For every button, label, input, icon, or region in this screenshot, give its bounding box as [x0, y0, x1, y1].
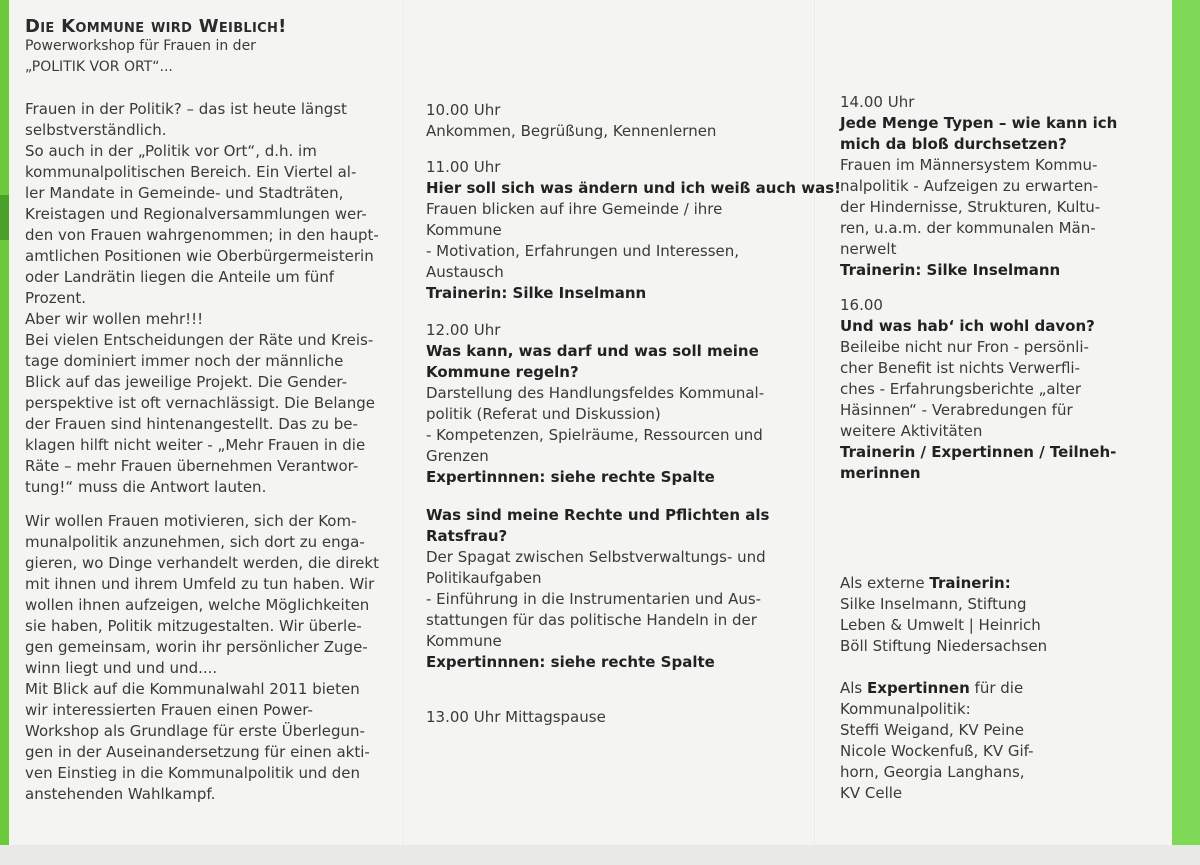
page-subtitle: Powerworkshop für Frauen in der: [25, 38, 256, 54]
text-line: Bei vielen Entscheidungen der Räte und Kreis-: [25, 331, 374, 349]
text-line: gen in der Auseinandersetzung für einen akti-: [25, 743, 370, 761]
intro-column: [25, 16, 287, 79]
experts-label: Als Expertinnen für die: [840, 679, 1024, 697]
text-line: Frauen im Männersystem Kommu-: [840, 156, 1098, 174]
session-description: [426, 383, 841, 467]
text-line: Steffi Weigand, KV Peine: [840, 721, 1025, 739]
session-heading: Kommune regeln?: [426, 363, 579, 381]
text-line: gieren, wo Dinge verhandelt werden, die direkt: [25, 554, 379, 572]
text-line: amtlichen Positionen wie Oberbürgermeisterin: [25, 247, 374, 265]
text-line: Frauen blicken auf ihre Gemeinde / ihre: [426, 200, 723, 218]
session-trainer: merinnen: [840, 464, 921, 482]
text-line: ler Mandate in Gemeinde- und Stadträten,: [25, 184, 344, 202]
session-experts: Expertinnnen: siehe rechte Spalte: [426, 468, 715, 486]
session-heading: Und was hab‘ ich wohl davon?: [840, 317, 1095, 335]
session-trainer: Trainerin: Silke Inselmann: [426, 284, 647, 302]
text-line: Prozent.: [25, 289, 87, 307]
text-line: Austausch: [426, 263, 504, 281]
session-time: 10.00 Uhr: [426, 101, 501, 119]
text-line: Frauen in der Politik? – das ist heute längst: [25, 100, 347, 118]
session-heading: mich da bloß durchsetzen?: [840, 135, 1067, 153]
external-trainer-details: [840, 594, 1047, 657]
text-line: der Hindernisse, Strukturen, Kultu-: [840, 198, 1101, 216]
session-description: [426, 547, 841, 652]
text-line: Böll Stiftung Niedersachsen: [840, 637, 1048, 655]
text-line: der Frauen sind hintenangestellt. Das zu be-: [25, 415, 358, 433]
text-line: Mit Blick auf die Kommunalwahl 2011 bieten: [25, 680, 360, 698]
session-heading: Jede Menge Typen – wie kann ich: [840, 114, 1118, 132]
text-line: weitere Aktivitäten: [840, 422, 983, 440]
text-line: gen gemeinsam, worin ihr persönlicher Zuge-: [25, 638, 368, 656]
text-line: cher Benefit ist nichts Verwerfli-: [840, 359, 1080, 377]
program-column-1: [426, 100, 841, 728]
left-green-edge-mark: [0, 195, 9, 240]
text-line: Nicole Wockenfuß, KV Gif-: [840, 742, 1034, 760]
text-line: politik (Referat und Diskussion): [426, 405, 661, 423]
lunch-break: 13.00 Uhr Mittagspause: [426, 708, 606, 726]
text-line: Politikaufgaben: [426, 569, 542, 587]
text-line: anstehenden Wahlkampf.: [25, 785, 216, 803]
text-line: kommunalpolitischen Bereich. Ein Viertel al-: [25, 163, 357, 181]
text-line: tung!“ muss die Antwort lauten.: [25, 478, 267, 496]
text-line: stattungen für das politische Handeln in der: [426, 611, 757, 629]
left-green-edge: [0, 0, 9, 855]
trainer-info: [840, 573, 1047, 804]
text-line: Darstellung des Handlungsfeldes Kommunal-: [426, 384, 765, 402]
text-line: winn liegt und und und....: [25, 659, 218, 677]
text-line: klagen hilft nicht weiter - „Mehr Frauen in die: [25, 436, 366, 454]
page-subtitle: „POLITIK VOR ORT“...: [25, 59, 173, 75]
text-line: sie haben, Politik mitzugestalten. Wir überle-: [25, 617, 362, 635]
intro-text: [25, 99, 379, 805]
session-description: [426, 199, 841, 283]
session-time: 12.00 Uhr: [426, 321, 501, 339]
session-text: Ankommen, Begrüßung, Kennenlernen: [426, 122, 717, 140]
external-trainer-label: Als externe Trainerin:: [840, 574, 1011, 592]
text-line: wollen ihnen aufzeigen, welche Möglichkeiten: [25, 596, 370, 614]
text-line: ven Einstieg in die Kommunalpolitik und den: [25, 764, 361, 782]
text-line: Häsinnen“ - Verabredungen für: [840, 401, 1073, 419]
session-trainer: Trainerin / Expertinnen / Teilneh-: [840, 443, 1117, 461]
text-line: Beileibe nicht nur Fron - persönli-: [840, 338, 1089, 356]
bottom-edge: [0, 845, 1200, 865]
text-line: selbstverständlich.: [25, 121, 167, 139]
text-line: wir interessierten Frauen einen Power-: [25, 701, 313, 719]
text-line: Workshop als Grundlage für erste Überlegun-: [25, 722, 365, 740]
text-line: Grenzen: [426, 447, 489, 465]
session-heading: Was sind meine Rechte und Pflichten als: [426, 506, 770, 524]
session-description: [840, 337, 1117, 442]
text-line: nalpolitik - Aufzeigen zu erwarten-: [840, 177, 1099, 195]
session-heading: Was kann, was darf und was soll meine: [426, 342, 759, 360]
text-line: Silke Inselmann, Stiftung: [840, 595, 1027, 613]
session-time: 14.00 Uhr: [840, 93, 915, 111]
session-heading: Hier soll sich was ändern und ich weiß auch was!: [426, 179, 842, 197]
text-line: Der Spagat zwischen Selbstverwaltungs- und: [426, 548, 766, 566]
text-line: KV Celle: [840, 784, 903, 802]
experts-details: [840, 699, 1047, 804]
text-line: perspektive ist oft vernachlässigt. Die Belange: [25, 394, 375, 412]
text-line: Leben & Umwelt | Heinrich: [840, 616, 1041, 634]
session-time: 11.00 Uhr: [426, 158, 501, 176]
intro-paragraph: [25, 511, 379, 805]
text-line: Wir wollen Frauen motivieren, sich der Kom-: [25, 512, 357, 530]
text-line: munalpolitik anzunehmen, sich dort zu enga-: [25, 533, 365, 551]
session-description: [840, 155, 1117, 260]
session-time: 16.00: [840, 296, 883, 314]
text-line: Kommunalpolitik:: [840, 700, 971, 718]
page-title: Die Kommune wird Weiblich!: [25, 16, 287, 37]
session-heading: Ratsfrau?: [426, 527, 508, 545]
text-line: - Kompetenzen, Spielräume, Ressourcen und: [426, 426, 763, 444]
text-line: horn, Georgia Langhans,: [840, 763, 1025, 781]
text-line: Kreistagen und Regionalversammlungen wer-: [25, 205, 367, 223]
text-line: - Motivation, Erfahrungen und Interessen,: [426, 242, 740, 260]
session-experts: Expertinnnen: siehe rechte Spalte: [426, 653, 715, 671]
text-line: So auch in der „Politik vor Ort“, d.h. im: [25, 142, 317, 160]
text-line: Räte – mehr Frauen übernehmen Verantwor-: [25, 457, 359, 475]
text-line: oder Landrätin liegen die Anteile um fünf: [25, 268, 335, 286]
intro-paragraph: [25, 99, 379, 498]
text-line: - Einführung in die Instrumentarien und Aus-: [426, 590, 762, 608]
text-line: Aber wir wollen mehr!!!: [25, 310, 204, 328]
text-line: nerwelt: [840, 240, 897, 258]
text-line: ches - Erfahrungsberichte „alter: [840, 380, 1082, 398]
text-line: ren, u.a.m. der kommunalen Män-: [840, 219, 1096, 237]
text-line: den von Frauen wahrgenommen; in den haupt-: [25, 226, 379, 244]
right-green-edge: [1172, 0, 1200, 855]
session-trainer: Trainerin: Silke Inselmann: [840, 261, 1061, 279]
text-line: Kommune: [426, 632, 502, 650]
fold-line: [403, 0, 405, 845]
program-column-2: [840, 92, 1117, 484]
text-line: Kommune: [426, 221, 502, 239]
text-line: tage dominiert immer noch der männliche: [25, 352, 344, 370]
text-line: Blick auf das jeweilige Projekt. Die Gender-: [25, 373, 348, 391]
text-line: mit ihnen und ihrem Umfeld zu tun haben. Wir: [25, 575, 375, 593]
